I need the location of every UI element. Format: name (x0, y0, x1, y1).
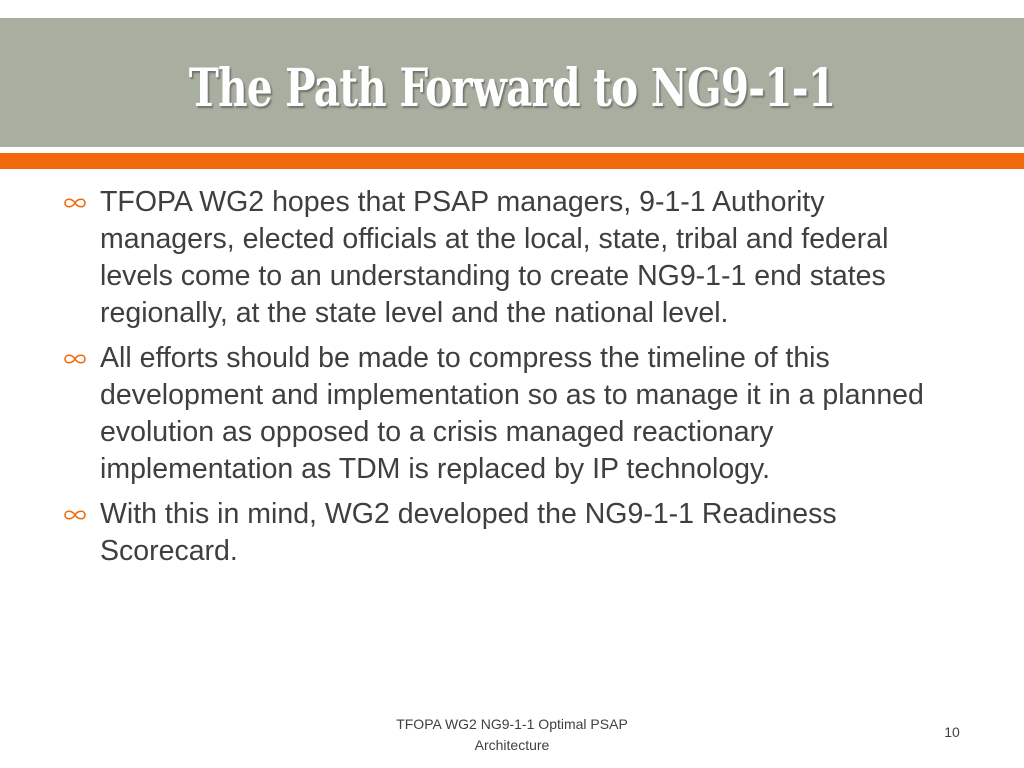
infinity-swirl-bullet-icon (62, 195, 88, 211)
bullet-text: With this in mind, WG2 developed the NG9-1-1 Readiness Scorecard. (100, 498, 837, 567)
bullet-item (58, 184, 958, 332)
accent-bar (0, 153, 1024, 169)
title-band (0, 18, 1024, 147)
bullet-text: All efforts should be made to compress the timeline of this development and implementation so as to manage it in a planned evolution as opposed to a crisis managed reactionary implementation as TDM is replaced by IP technology. (100, 342, 924, 485)
infinity-swirl-bullet-icon (62, 507, 88, 523)
bullet-item (58, 496, 958, 570)
bullet-list (58, 184, 958, 578)
bullet-item (58, 340, 958, 488)
page-number: 10 (944, 724, 960, 740)
bullet-text: TFOPA WG2 hopes that PSAP managers, 9-1-1 Authority managers, elected officials at the local, state, tribal and federal levels come to an understanding to create NG9-1-1 end states regionally, at the state level and the national level. (100, 186, 889, 329)
footer-text: TFOPA WG2 NG9-1-1 Optimal PSAP Architecture (396, 716, 628, 753)
infinity-swirl-bullet-icon (62, 351, 88, 367)
slide-title: The Path Forward to NG9-1-1 (188, 58, 836, 119)
